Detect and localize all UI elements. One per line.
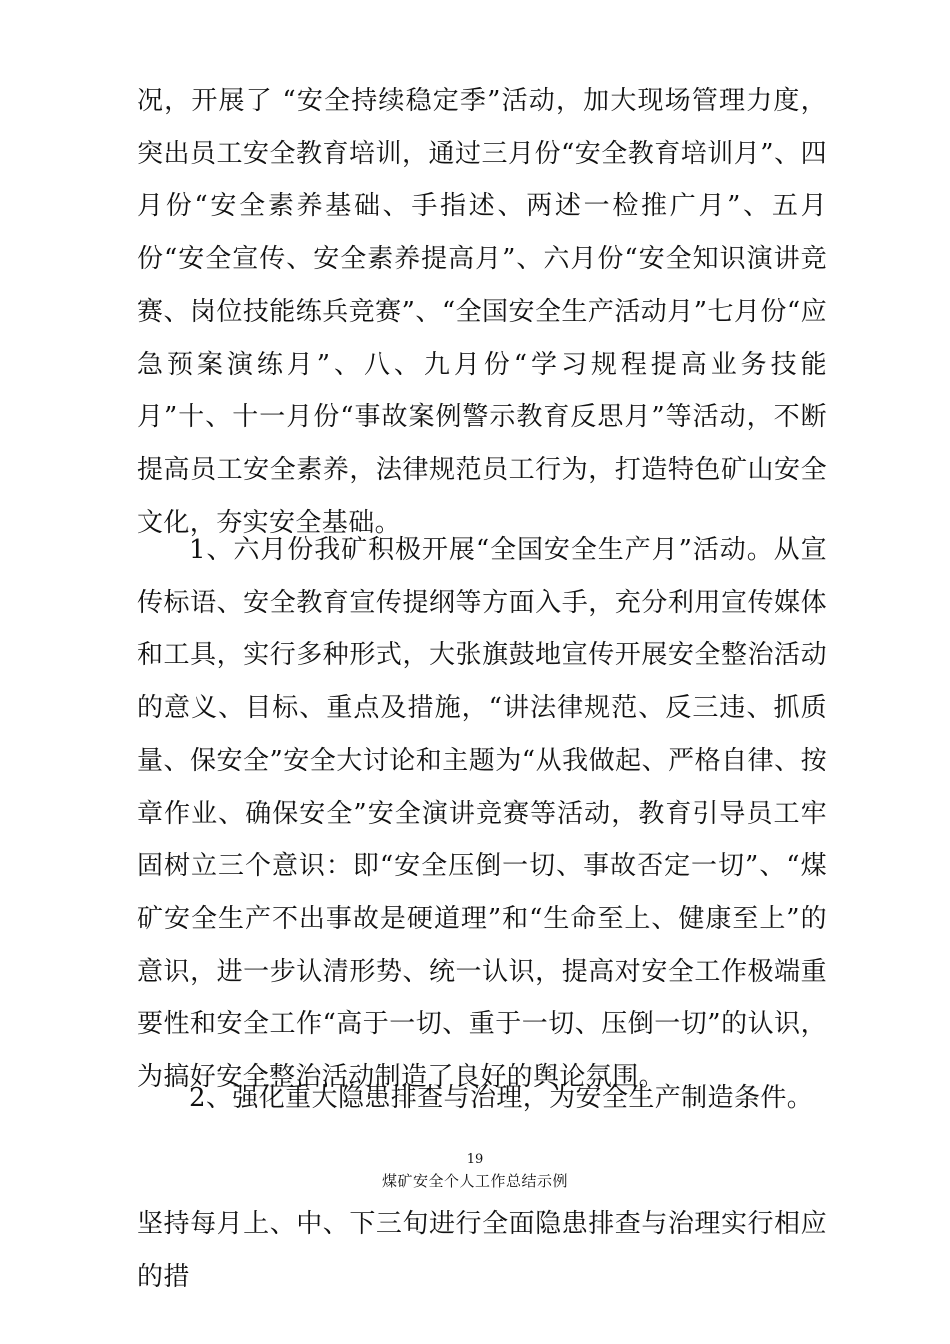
body-paragraph-item-2: 2、强化重大隐患排查与治理，为安全生产制造条件。 xyxy=(189,1083,814,1113)
page-number: 19 xyxy=(466,1152,484,1167)
body-paragraph-continued: 况，开展了 “安全持续稳定季”活动，加大现场管理力度，突出员工安全教育培训，通过三月份“安全教育培训月”、四月份“安全素养基础、手指述、两述一检推广月”、五月份“安全宣传、安全素养提高月”、六月份“安全知识演讲竞赛、岗位技能练兵竞赛”、“全国安全生产活动月”七月份“应急预案演练月”、八、九月份“学习规程提高业务技能月”十、十一月份“事故案例警示教育反思月”等活动，不断提高员工安全素养，法律规范员工行为，打造特色矿山安全文化，夯实安全基础。 xyxy=(137,86,827,538)
footer-title: 煤矿安全个人工作总结示例 xyxy=(381,1172,568,1190)
body-paragraph-next-page: 坚持每月上、中、下三旬进行全面隐患排查与治理实行相应的措 xyxy=(137,1209,827,1292)
body-paragraph-item-1: 1、六月份我矿积极开展“全国安全生产月”活动。从宣传标语、安全教育宣传提纲等方面入手，充分利用宣传媒体和工具，实行多种形式，大张旗鼓地宣传开展安全整治活动的意义、目标、重点及措施，“讲法律规范、反三违、抓质量、保安全”安全大讨论和主题为“从我做起、严格自律、按章作业、确保安全”安全演讲竞赛等活动，教育引导员工牢固树立三个意识：即“安全压倒一切、事故否定一切”、“煤矿安全生产不出事故是硬道理”和“生命至上、健康至上”的意识，进一步认清形势、统一认识，提高对安全工作极端重要性和安全工作“高于一切、重于一切、压倒一切”的认识，为搞好安全整治活动制造了良好的舆论氛围。 xyxy=(137,535,827,1093)
